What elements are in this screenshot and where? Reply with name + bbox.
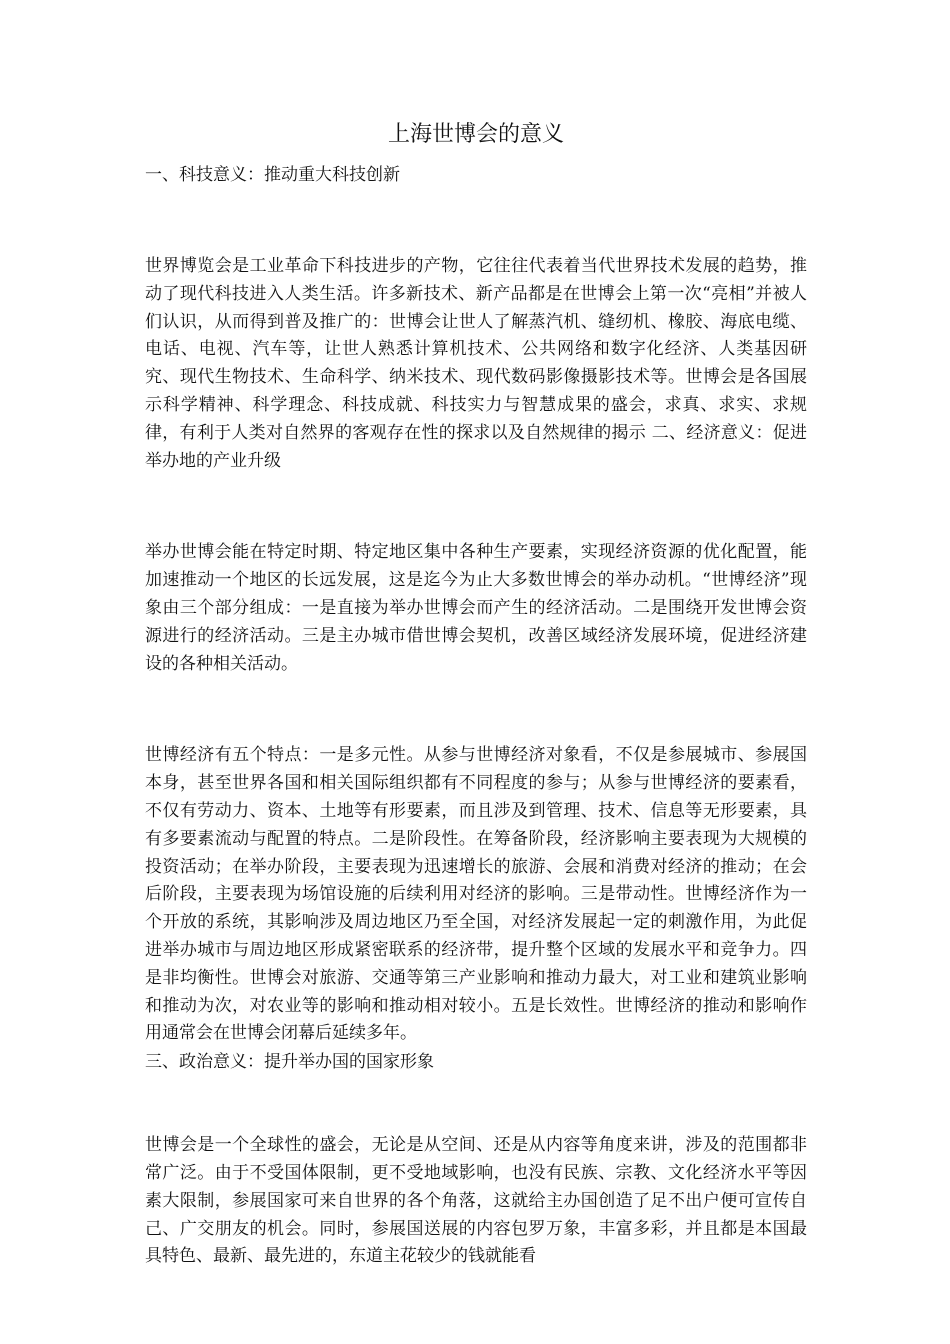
- section-heading-politics: 三、政治意义：提升举办国的国家形象: [145, 1052, 434, 1073]
- spacer: [145, 1076, 807, 1132]
- document-page: [145, 118, 807, 1271]
- spacer: [145, 189, 807, 253]
- paragraph-technology: 世界博览会是工业革命下科技进步的产物，它往往代表着当代世界技术发展的趋势，推动了现代科技进入人类生活。许多新技术、新产品都是在世博会上第一次“亮相”并被人们认识，从而得到普及推广的：世博会让世人了解蒸汽机、缝纫机、橡胶、海底电缆、电话、电视、汽车等，让世人熟悉计算机技术、公共网络和数字化经济、人类基因研究、现代生物技术、生命科学、纳米技术、现代数码影像摄影技术等。世博会是各国展示科学精神、科学理念、科技成就、科技实力与智慧成果的盛会，求真、求实、求规律，有利于人类对自然界的客观存在性的探求以及自然规律的揭示 二、经济意义：促进举办地的产业升级: [145, 256, 807, 471]
- paragraph-politics: 世博会是一个全球性的盛会，无论是从空间、还是从内容等角度来讲，涉及的范围都非常广泛。由于不受国体限制，更不受地域影响，也没有民族、宗教、文化经济水平等因素大限制，参展国家可来自世界的各个角落，这就给主办国创造了足不出户便可宣传自己、广交朋友的机会。同时，参展国送展的内容包罗万象，丰富多彩，并且都是本国最具特色、最新、最先进的，东道主花较少的钱就能看: [145, 1135, 807, 1267]
- paragraph-economy-motivation: 举办世博会能在特定时期、特定地区集中各种生产要素，实现经济资源的优化配置，能加速推动一个地区的长远发展，这是迄今为止大多数世博会的举办动机。“世博经济”现象由三个部分组成：一是直接为举办世博会而产生的经济活动。二是围绕开发世博会资源进行的经济活动。三是主办城市借世博会契机，改善区域经济发展环境，促进经济建设的各种相关活动。: [145, 542, 807, 674]
- spacer: [145, 475, 807, 539]
- spacer: [145, 678, 807, 742]
- paragraph-economy-features: 世博经济有五个特点：一是多元性。从参与世博经济对象看，不仅是参展城市、参展国本身，甚至世界各国和相关国际组织都有不同程度的参与；从参与世博经济的要素看，不仅有劳动力、资本、土地等有形要素，而且涉及到管理、技术、信息等无形要素，具有多要素流动与配置的特点。二是阶段性。在筹备阶段，经济影响主要表现为大规模的投资活动；在举办阶段，主要表现为迅速增长的旅游、会展和消费对经济的推动；在会后阶段，主要表现为场馆设施的后续利用对经济的影响。三是带动性。世博经济作为一个开放的系统，其影响涉及周边地区乃至全国，对经济发展起一定的刺激作用，为此促进举办城市与周边地区形成紧密联系的经济带，提升整个区域的发展水平和竞争力。四是非均衡性。世博会对旅游、交通等第三产业影响和推动力最大，对工业和建筑业影响和推动为次，对农业等的影响和推动相对较小。五是长效性。世博经济的推动和影响作用通常会在世博会闭幕后延续多年。: [145, 745, 807, 1044]
- section-heading-technology: 一、科技意义：推动重大科技创新: [145, 165, 400, 185]
- document-title: 上海世博会的意义: [387, 122, 564, 147]
